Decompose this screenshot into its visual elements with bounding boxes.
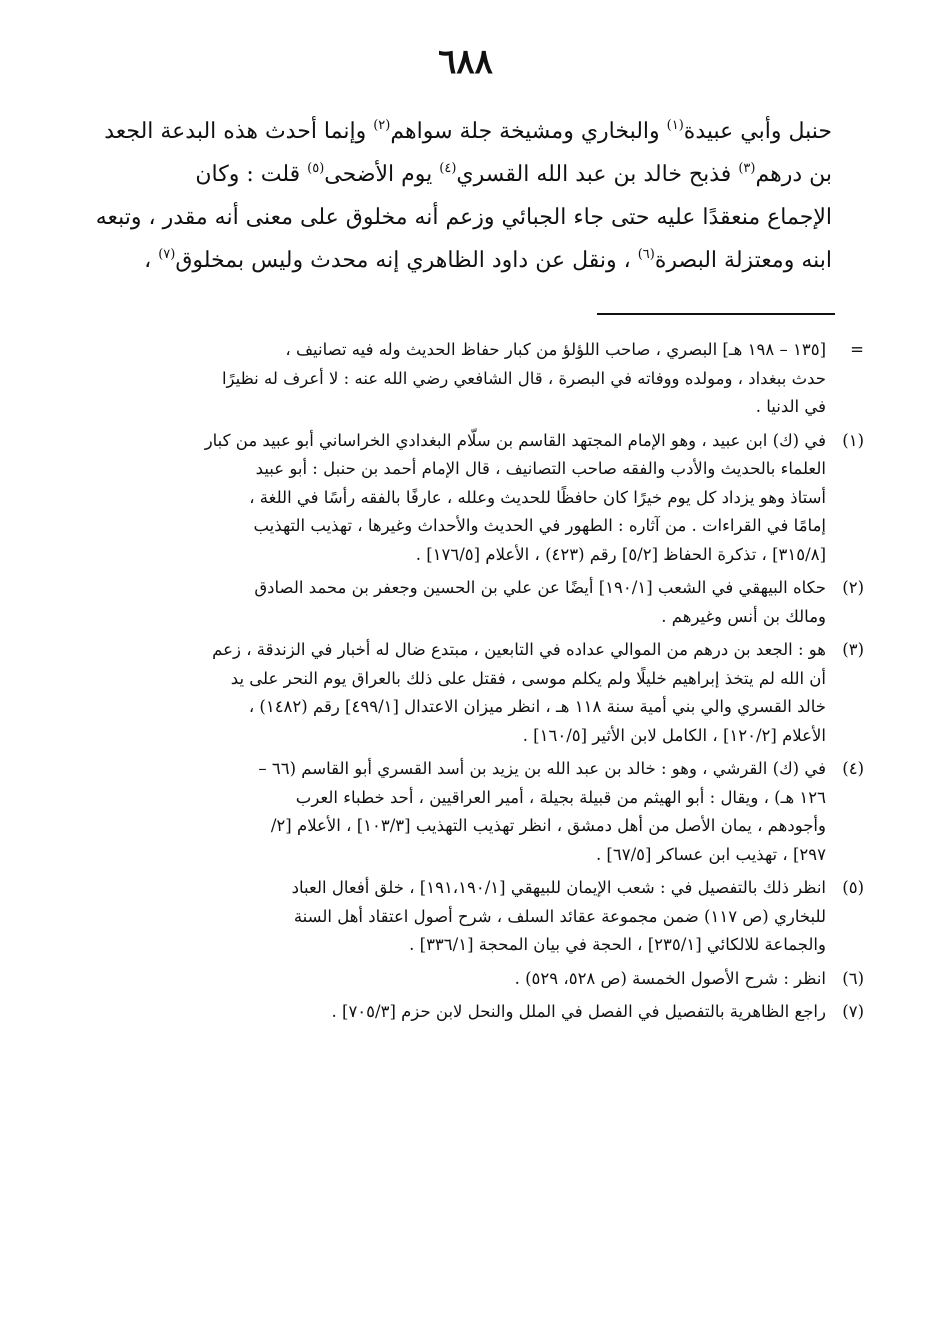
footnote-line: في الدنيا . xyxy=(755,397,826,416)
footnote-line: في (ك) ابن عبيد ، وهو الإمام المجتهد القاسم بن سلّام البغدادي الخراساني أبو عبيد من كبار xyxy=(204,430,826,450)
main-text xyxy=(95,110,832,282)
footnote-line: راجع الظاهرية بالتفصيل في الفصل في الملل والنحل لابن حزم [٧٠٥/٣] . xyxy=(331,1002,826,1021)
footnote-line: في (ك) القرشي ، وهو : خالد بن عبد الله بن يزيد بن أسد القسري أبو القاسم (٦٦ – xyxy=(258,759,826,778)
main-text-line xyxy=(102,153,832,196)
text-run: الإجماع منعقدًا عليه حتى جاء الجبائي وزعم أنه مخلوق على معنى أنه مقدر ، وتبعه xyxy=(95,205,832,230)
footnote-marker: (٥) xyxy=(842,878,864,897)
footnote-line: هو : الجعد بن درهم من الموالي عداده في التابعين ، مبتدع ضال له أخبار في الزندقة ، زعم xyxy=(212,640,826,659)
footnote-6 xyxy=(100,965,864,994)
footnote-7 xyxy=(100,998,864,1027)
footnote-line: انظر : شرح الأصول الخمسة (ص ٥٢٨، ٥٢٩) . xyxy=(514,968,826,988)
footnote-line: ١٢٦ هـ) ، ويقال : أبو الهيثم من قبيلة بجيلة ، أمير العراقيين ، أحد خطباء العرب xyxy=(295,787,826,807)
text-run: ، ونقل عن داود الظاهري إنه محدث وليس بمخلوق xyxy=(175,248,638,273)
footnotes xyxy=(100,336,864,1032)
main-text-line xyxy=(102,239,832,282)
text-run: فذبح خالد بن عبد الله القسري xyxy=(456,162,739,187)
footnote-marker: (٢) xyxy=(842,578,864,597)
page-number: ٦٨٨ xyxy=(438,42,493,82)
text-run: والبخاري ومشيخة جلة سواهم xyxy=(390,119,667,144)
footnote-2 xyxy=(100,574,864,631)
text-run: ابنه ومعتزلة البصرة xyxy=(654,248,832,273)
footnote-line: انظر ذلك بالتفصيل في : شعب الإيمان للبيهقي [١٩١،١٩٠/١] ، خلق أفعال العباد xyxy=(291,878,826,897)
footnote-line: ٢٩٧] ، تهذيب ابن عساكر [٦٧/٥] . xyxy=(595,844,826,864)
text-run: قلت : وكان xyxy=(195,162,308,187)
main-text-line xyxy=(95,196,832,239)
text-run: ، xyxy=(144,248,159,273)
footnote-marker: = xyxy=(850,340,864,359)
footnote-reference: (٧) xyxy=(158,247,176,262)
footnote-reference: (٥) xyxy=(307,161,325,176)
footnote-line: إمامًا في القراءات . من آثاره : الطهور في الحديث والأحداث وغيرها ، تهذيب التهذيب xyxy=(253,516,826,535)
footnote-reference: (٣) xyxy=(738,161,756,176)
text-run: بن درهم xyxy=(755,162,832,187)
footnote-line: أستاذ وهو يزداد كل يوم خيرًا كان حافظًا للحديث وعلله ، عارفًا بالفقه رأسًا في اللغة ، xyxy=(249,487,826,507)
footnote-3 xyxy=(100,636,864,750)
footnote-line: خالد القسري والي بني أمية سنة ١١٨ هـ ، انظر ميزان الاعتدال [٤٩٩/١] رقم (١٤٨٢) ، xyxy=(248,697,826,716)
footnote-continuation xyxy=(100,336,864,422)
footnote-marker: (٣) xyxy=(842,640,864,659)
text-run: حنبل وأبي عبيدة xyxy=(683,119,832,144)
footnote-line: حدث ببغداد ، ومولده ووفاته في البصرة ، قال الشافعي رضي الله عنه : لا أعرف له نظيرًا xyxy=(221,368,826,388)
footnote-separator xyxy=(597,313,835,315)
footnote-line: للبخاري (ص ١١٧) ضمن مجموعة عقائد السلف ، شرح أصول اعتقاد أهل السنة xyxy=(293,906,826,926)
footnote-marker: (٧) xyxy=(842,1002,864,1021)
footnote-5 xyxy=(100,874,864,960)
footnote-line: العلماء بالحديث والأدب والفقه صاحب التصانيف ، قال الإمام أحمد بن حنبل : أبو عبيد xyxy=(255,459,826,478)
main-text-line xyxy=(102,110,832,153)
footnote-reference: (٤) xyxy=(439,161,457,176)
footnote-line: وأجودهم ، يمان الأصل من أهل دمشق ، انظر تهذيب التهذيب [١٠٣/٣] ، الأعلام [٢/ xyxy=(270,816,826,835)
text-run: يوم الأضحى xyxy=(324,162,440,187)
text-run: وإنما أحدث هذه البدعة الجعد xyxy=(104,119,374,144)
footnote-reference: (١) xyxy=(666,118,684,133)
footnote-reference: (٦) xyxy=(637,247,655,262)
footnote-1 xyxy=(100,427,864,570)
footnote-marker: (٦) xyxy=(842,968,864,988)
footnote-marker: (١) xyxy=(842,430,864,450)
footnote-4 xyxy=(100,755,864,869)
footnote-line: ومالك بن أنس وغيرهم . xyxy=(661,606,826,626)
footnote-line: الأعلام [١٢٠/٢] ، الكامل لابن الأثير [١٦٠/٥] . xyxy=(522,725,826,745)
footnote-line: أن الله لم يتخذ إبراهيم خليلًا ولم يكلم موسى ، فقتل على ذلك بالعراق يوم النحر على يد xyxy=(230,668,826,688)
footnote-marker: (٤) xyxy=(842,759,864,778)
footnote-line: [٣١٥/٨] ، تذكرة الحفاظ [٥/٢] رقم (٤٢٣) ، الأعلام [١٧٦/٥] . xyxy=(415,544,826,564)
footnote-line: [١٣٥ – ١٩٨ هـ] البصري ، صاحب اللؤلؤ من كبار حفاظ الحديث وله فيه تصانيف ، xyxy=(285,340,826,359)
footnote-line: والجماعة للالكائي [٢٣٥/١] ، الحجة في بيان المحجة [٣٣٦/١] . xyxy=(409,935,826,954)
footnote-line: حكاه البيهقي في الشعب [١٩٠/١] أيضًا عن علي بن الحسين وجعفر بن محمد الصادق xyxy=(254,578,826,597)
footnote-reference: (٢) xyxy=(373,118,391,133)
